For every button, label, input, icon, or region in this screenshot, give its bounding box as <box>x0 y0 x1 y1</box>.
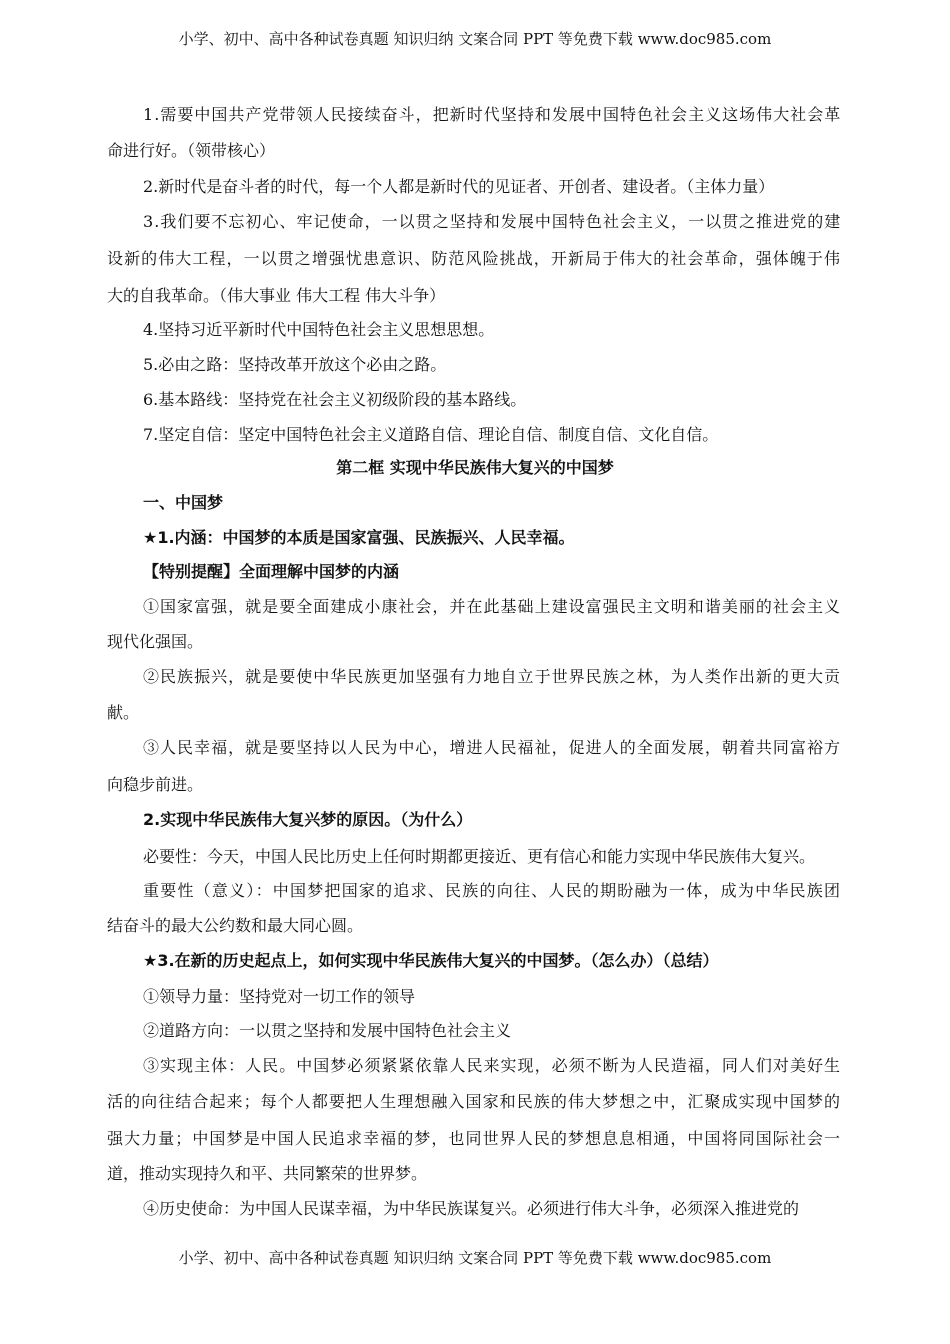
text-line: ①领导力量：坚持党对一切工作的领导 <box>143 987 416 1006</box>
text-line: ①国家富强，就是要全面建成小康社会，并在此基础上建设富强民主文明和谐美丽的社会主义 <box>143 597 842 616</box>
text-line: 3.我们要不忘初心、牢记使命，一以贯之坚持和发展中国特色社会主义，一以贯之推进党的建 <box>143 212 842 231</box>
text-line: 重要性（意义）：中国梦把国家的追求、民族的向往、人民的期盼融为一体，成为中华民族团 <box>143 881 842 900</box>
text-line: 向稳步前进。 <box>107 775 204 794</box>
page-header: 小学、初中、高中各种试卷真题 知识归纳 文案合同 PPT 等免费下载 www.doc985.com <box>178 30 772 48</box>
text-line: 必要性：今天，中国人民比历史上任何时期都更接近、更有信心和能力实现中华民族伟大复兴。 <box>143 847 816 866</box>
text-line: 现代化强国。 <box>107 632 204 651</box>
text-line: ★1.内涵：中国梦的本质是国家富强、民族振兴、人民幸福。 <box>143 528 575 547</box>
text-line: 命进行好。（领带核心） <box>107 141 276 160</box>
text-line: 第二框 实现中华民族伟大复兴的中国梦 <box>336 458 614 477</box>
text-line: 设新的伟大工程，一以贯之增强忧患意识、防范风险挑战，开新局于伟大的社会革命，强体魄于伟 <box>107 249 842 268</box>
text-line: 7.坚定自信：坚定中国特色社会主义道路自信、理论自信、制度自信、文化自信。 <box>143 425 719 444</box>
text-line: 1.需要中国共产党带领人民接续奋斗，把新时代坚持和发展中国特色社会主义这场伟大社会革 <box>143 105 842 124</box>
text-line: 活的向往结合起来；每个人都要把人生理想融入国家和民族的伟大梦想之中，汇聚成实现中国梦的 <box>107 1092 842 1111</box>
text-line: 5.必由之路：坚持改革开放这个必由之路。 <box>143 355 447 374</box>
text-line: ②道路方向：一以贯之坚持和发展中国特色社会主义 <box>143 1021 512 1040</box>
text-line: 6.基本路线：坚持党在社会主义初级阶段的基本路线。 <box>143 390 527 409</box>
text-line: 2.新时代是奋斗者的时代，每一个人都是新时代的见证者、开创者、建设者。（主体力量） <box>143 177 775 196</box>
text-line: 一、中国梦 <box>143 493 224 512</box>
text-line: 结奋斗的最大公约数和最大同心圆。 <box>107 916 364 935</box>
text-line: ②民族振兴，就是要使中华民族更加坚强有力地自立于世界民族之林，为人类作出新的更大贡 <box>143 667 842 686</box>
text-line: ③实现主体：人民。中国梦必须紧紧依靠人民来实现，必须不断为人民造福，同人们对美好生 <box>143 1056 842 1075</box>
page-footer: 小学、初中、高中各种试卷真题 知识归纳 文案合同 PPT 等免费下载 www.doc985.com <box>178 1249 772 1267</box>
text-line: ④历史使命：为中国人民谋幸福，为中华民族谋复兴。必须进行伟大斗争，必须深入推进党的 <box>143 1199 800 1218</box>
text-line: 道，推动实现持久和平、共同繁荣的世界梦。 <box>107 1164 428 1183</box>
text-line: 【特别提醒】全面理解中国梦的内涵 <box>143 562 400 581</box>
text-line: ③人民幸福，就是要坚持以人民为中心，增进人民福祉，促进人的全面发展，朝着共同富裕方 <box>143 738 842 757</box>
text-line: 4.坚持习近平新时代中国特色社会主义思想思想。 <box>143 320 495 339</box>
text-line: ★3.在新的历史起点上，如何实现中华民族伟大复兴的中国梦。（怎么办）（总结） <box>143 951 719 970</box>
text-line: 强大力量；中国梦是中国人民追求幸福的梦，也同世界人民的梦想息息相通，中国将同国际社会一 <box>107 1129 842 1148</box>
text-line: 献。 <box>107 703 140 722</box>
text-line: 2.实现中华民族伟大复兴梦的原因。（为什么） <box>143 810 473 829</box>
text-line: 大的自我革命。（伟大事业 伟大工程 伟大斗争） <box>107 286 446 305</box>
